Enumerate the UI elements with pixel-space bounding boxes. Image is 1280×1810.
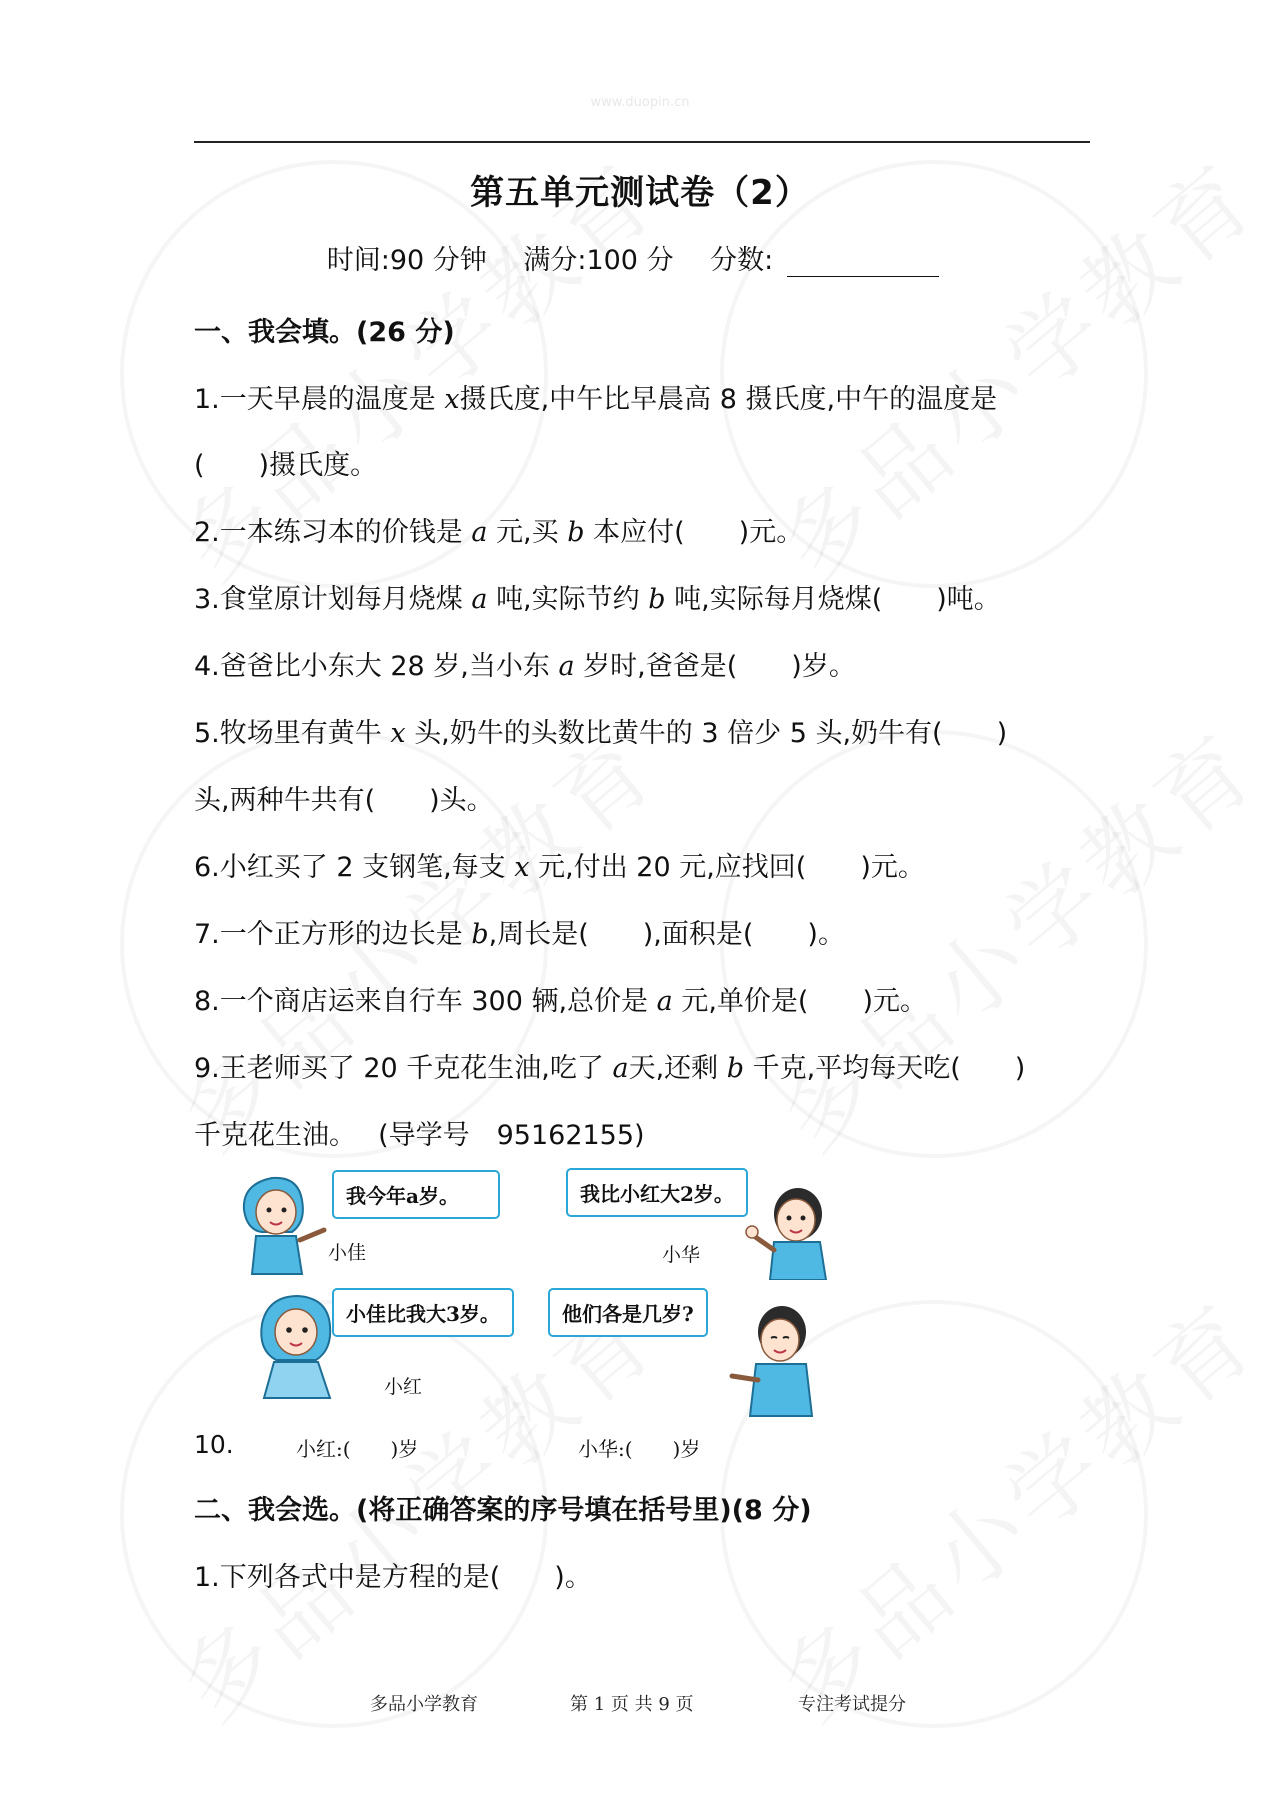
boy-xiaohua-figure — [740, 1180, 840, 1280]
speech-bubble-xiaohua: 我比小红大2岁。 — [566, 1168, 748, 1217]
girl-xiaojia-figure — [232, 1170, 332, 1278]
question-9-line-2: 千克花生油。 (导学号 95162155) — [194, 1120, 645, 1151]
section-1-heading: 一、我会填。(26 分) — [194, 317, 455, 348]
question-6[interactable]: 6.小红买了 2 支钢笔,每支 x 元,付出 20 元,应找回( )元。 — [194, 852, 925, 883]
answer-xiaohong[interactable]: 小红:( )岁 — [296, 1437, 419, 1461]
teacher-figure — [720, 1300, 830, 1418]
question-4[interactable]: 4.爸爸比小东大 28 岁,当小东 a 岁时,爸爸是( )岁。 — [194, 651, 856, 682]
question-8[interactable]: 8.一个商店运来自行车 300 辆,总价是 a 元,单价是( )元。 — [194, 986, 927, 1017]
footer-right: 专注考试提分 — [798, 1694, 906, 1715]
speech-bubble-xiaohong: 小佳比我大3岁。 — [332, 1288, 514, 1337]
question-5-line-2[interactable]: 头,两种牛共有( )头。 — [194, 785, 494, 816]
question-7[interactable]: 7.一个正方形的边长是 b,周长是( ),面积是( )。 — [194, 919, 845, 950]
question-1-line-2[interactable]: ( )摄氏度。 — [194, 450, 378, 481]
name-xiaohua: 小华 — [662, 1244, 701, 1266]
name-xiaojia: 小佳 — [328, 1242, 367, 1264]
question-2[interactable]: 2.一本练习本的价钱是 a 元,买 b 本应付( )元。 — [194, 517, 804, 548]
score-field[interactable]: 分数: — [710, 245, 953, 276]
exam-meta — [0, 238, 1280, 277]
time-limit: 时间:90 分钟 — [326, 245, 487, 276]
question-3[interactable]: 3.食堂原计划每月烧煤 a 吨,实际节约 b 吨,实际每月烧煤( )吨。 — [194, 584, 1001, 615]
speech-bubble-teacher: 他们各是几岁? — [548, 1288, 708, 1337]
footer-left: 多品小学教育 — [370, 1694, 478, 1715]
question-5-line-1[interactable]: 5.牧场里有黄牛 x 头,奶牛的头数比黄牛的 3 倍少 5 头,奶牛有( ) — [194, 718, 1008, 749]
section-2-question-1[interactable]: 1.下列各式中是方程的是( )。 — [194, 1562, 592, 1593]
speech-bubble-xiaojia: 我今年a岁。 — [332, 1170, 500, 1219]
question-9-line-1[interactable]: 9.王老师买了 20 千克花生油,吃了 a天,还剩 b 千克,平均每天吃( ) — [194, 1053, 1026, 1084]
question-10-number: 10. — [194, 1430, 234, 1459]
answer-xiaohua[interactable]: 小华:( )岁 — [578, 1437, 701, 1461]
score-blank[interactable] — [787, 252, 939, 277]
page-title: 第五单元测试卷（2） — [470, 173, 810, 213]
section-2-heading: 二、我会选。(将正确答案的序号填在括号里)(8 分) — [194, 1495, 812, 1526]
header-rule — [194, 141, 1090, 143]
question-1-line-1: 1.一天早晨的温度是 x摄氏度,中午比早晨高 8 摄氏度,中午的温度是 — [194, 384, 998, 415]
name-xiaohong: 小红 — [384, 1376, 423, 1398]
full-score: 满分:100 分 — [523, 245, 674, 276]
site-watermark: www.duopin.cn — [590, 95, 690, 110]
footer-page-number: 第 1 页 共 9 页 — [570, 1694, 694, 1715]
